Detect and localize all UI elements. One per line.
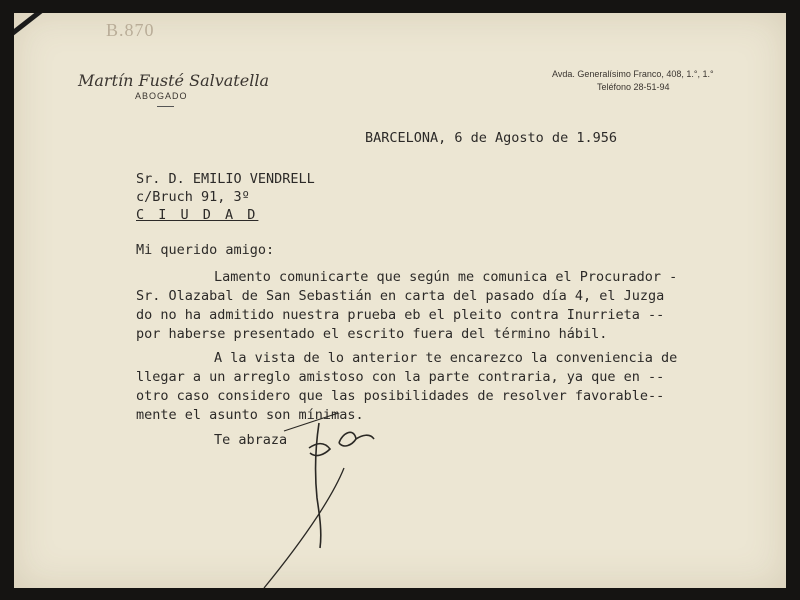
letterhead-phone: Teléfono 28-51-94 [597, 82, 670, 92]
handwritten-signature [224, 413, 424, 588]
recipient-city: C I U D A D [136, 207, 259, 223]
paragraph-line: do no ha admitido nuestra prueba eb el pleito contra Inurrieta -- [136, 307, 665, 323]
letter-date: BARCELONA, 6 de Agosto de 1.956 [365, 130, 617, 146]
paragraph-line: llegar a un arreglo amistoso con la parte contraria, ya que en -- [136, 369, 665, 385]
archive-mark: B.870 [106, 20, 155, 40]
paragraph-line: A la vista de lo anterior te encarezco la conveniencia de [214, 350, 678, 366]
closing: Te abraza [214, 432, 288, 448]
letter-page [14, 13, 786, 588]
paragraph-line: Sr. Olazabal de San Sebastián en carta del pasado día 4, el Juzga [136, 288, 665, 304]
paragraph-line: mente el asunto son mínimas. [136, 407, 364, 423]
salutation: Mi querido amigo: [136, 242, 275, 258]
recipient-street: c/Bruch 91, 3º [136, 189, 250, 205]
letterhead-address: Avda. Generalísimo Franco, 408, 1.°, 1.° [552, 69, 714, 79]
recipient-name: Sr. D. EMILIO VENDRELL [136, 171, 315, 187]
paragraph-line: Lamento comunicarte que según me comunica el Procurador - [214, 269, 678, 285]
paragraph-line: otro caso considero que las posibilidades de resolver favorable-- [136, 388, 665, 404]
letterhead-rule [157, 106, 174, 107]
paragraph-line: por haberse presentado el escrito fuera del término hábil. [136, 326, 608, 342]
mourning-band [14, 13, 96, 57]
letterhead-name: Martín Fusté Salvatella [78, 71, 269, 90]
letterhead-title: ABOGADO [135, 91, 188, 101]
